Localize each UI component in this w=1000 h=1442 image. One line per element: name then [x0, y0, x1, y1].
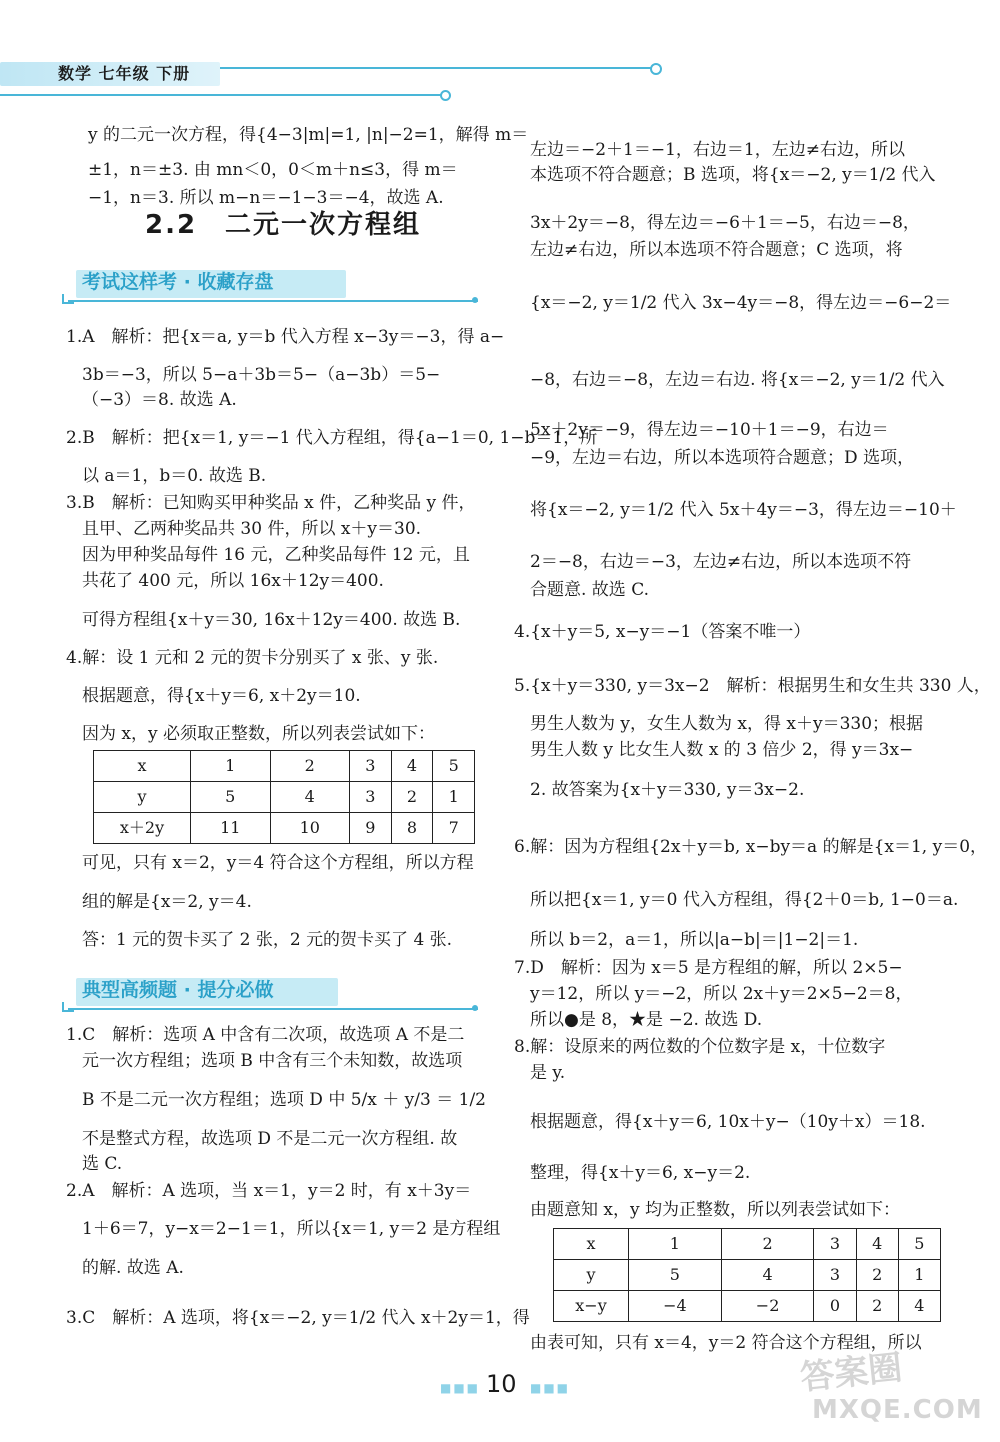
watermark-logo: 答案圈 [798, 1347, 905, 1399]
table-cell: 1 [898, 1260, 940, 1291]
table-cell: 0 [814, 1291, 856, 1322]
answer-line: 2＝−8，右边＝−3，左边≠右边，所以本选项不符 [530, 552, 912, 572]
table-row [554, 1229, 941, 1260]
table-row [554, 1260, 941, 1291]
trial-table-1 [93, 750, 475, 844]
page-number-ornament-left: ■■■ [440, 1381, 481, 1395]
answer-line: 3b＝−3，所以 5−a＋3b＝5−（a−3b）＝5− [82, 365, 441, 385]
answer-line: 4.解：设 1 元和 2 元的贺卡分别买了 x 张、y 张. [66, 648, 439, 668]
answer-line: 合题意. 故选 C. [530, 580, 650, 600]
answer-line: 本选项不符合题意；B 选项，将{x＝−2, y＝1/2 代入 [530, 165, 936, 185]
table-cell: 4 [721, 1260, 814, 1291]
answer-line: 由题意知 x，y 均为正整数，所以列表尝试如下： [530, 1200, 900, 1220]
table-cell: 5 [898, 1229, 940, 1260]
answer-line: 因为甲种奖品每件 16 元，乙种奖品每件 12 元，且 [82, 545, 470, 565]
table-cell: 7 [433, 813, 475, 844]
answer-line: 男生人数 y 比女生人数 x 的 3 倍少 2，得 y＝3x− [530, 740, 914, 760]
answer-line: 的解. 故选 A. [82, 1258, 184, 1278]
answer-line: 选 C. [82, 1154, 123, 1174]
table-cell: 5 [433, 751, 475, 782]
answer-line: 所以 b＝2，a＝1，所以|a−b|＝|1−2|＝1. [530, 930, 859, 950]
table-cell: 2 [270, 751, 350, 782]
table-cell: 9 [350, 813, 392, 844]
table-row [554, 1291, 941, 1322]
banner-text: 考试这样考 · 收藏存盘 [82, 271, 274, 293]
answer-line: 答：1 元的贺卡买了 2 张，2 元的贺卡买了 4 张. [82, 930, 453, 950]
table-cell: y [554, 1260, 629, 1291]
table-cell: 3 [814, 1229, 856, 1260]
table-cell: x＋2y [94, 813, 191, 844]
table-cell: 2 [391, 782, 433, 813]
banner-kaoshi [60, 270, 480, 298]
answer-line: 整理，得{x＋y＝6, x−y＝2. [530, 1163, 751, 1183]
table-cell: x [554, 1229, 629, 1260]
answer-line: 2. 故答案为{x＋y＝330, y＝3x−2. [530, 780, 805, 800]
answer-line: 7.D 解析：因为 x＝5 是方程组的解，所以 2×5− [514, 958, 903, 978]
section-title: 2.2 二元一次方程组 [145, 210, 422, 240]
answer-line: 左边＝−2＋1＝−1，右边＝1，左边≠右边，所以 [530, 140, 905, 160]
intro-line: −1，n＝3. 所以 m−n＝−1−3＝−4，故选 A. [88, 188, 444, 208]
table-cell: 5 [191, 782, 271, 813]
table-cell: 4 [270, 782, 350, 813]
answer-line: 可见，只有 x＝2，y＝4 符合这个方程组，所以方程 [82, 853, 474, 873]
table-cell: x−y [554, 1291, 629, 1322]
page-number: 10 [486, 1370, 517, 1398]
header-title: 数学 七年级 下册 [58, 64, 191, 83]
answer-line: B 不是二元一次方程组；选项 D 中 5/x ＋ y/3 ＝ 1/2 [82, 1090, 486, 1110]
answer-line: 3x＋2y＝−8，得左边＝−6＋1＝−5，右边＝−8， [530, 213, 920, 233]
answer-line: （−3）＝8. 故选 A. [82, 390, 237, 410]
answer-line: 不是整式方程，故选项 D 不是二元一次方程组. 故 [82, 1129, 458, 1149]
table-cell: 8 [391, 813, 433, 844]
table-cell: 4 [391, 751, 433, 782]
answer-line: 6.解：因为方程组{2x＋y＝b, x−by＝a 的解是{x＝1, y＝0， [514, 837, 988, 857]
answer-line: 可得方程组{x＋y＝30, 16x＋12y＝400. 故选 B. [82, 610, 461, 630]
table-cell: 1 [191, 751, 271, 782]
answer-line: 所以把{x＝1, y＝0 代入方程组，得{2＋0＝b, 1−0＝a. [530, 890, 959, 910]
table-cell: 2 [721, 1229, 814, 1260]
trial-table-2 [553, 1228, 941, 1322]
intro-line: ±1，n＝±3. 由 mn＜0，0＜m＋n≤3，得 m＝ [88, 160, 458, 180]
answer-line: 3.C 解析：A 选项，将{x＝−2, y＝1/2 代入 x＋2y＝1，得 [66, 1308, 530, 1328]
banner-text: 典型高频题 · 提分必做 [82, 979, 274, 1001]
intro-line: y 的二元一次方程，得{4−3|m|=1, |n|−2=1，解得 m＝ [88, 125, 529, 145]
answer-line: 2.B 解析：把{x＝1, y＝−1 代入方程组，得{a−1＝0, 1−b＝1，所 [66, 428, 598, 448]
answer-line: 将{x＝−2, y＝1/2 代入 5x＋4y＝−3，得左边＝−10＋ [530, 500, 957, 520]
answer-line: −9，左边＝右边，所以本选项符合题意；D 选项， [530, 448, 915, 468]
table-cell: 1 [433, 782, 475, 813]
answer-line: 根据题意，得{x＋y＝6, x＋2y＝10. [82, 686, 361, 706]
answer-line: 男生人数为 y，女生人数为 x，得 x＋y＝330；根据 [530, 714, 924, 734]
table-cell: 10 [270, 813, 350, 844]
table-cell: y [94, 782, 191, 813]
answer-line: 2.A 解析：A 选项，当 x＝1，y＝2 时，有 x＋3y＝ [66, 1181, 472, 1201]
table-row [94, 782, 475, 813]
answer-line: 是 y. [530, 1063, 566, 1083]
table-cell: −4 [629, 1291, 722, 1322]
answer-line: y＝12，所以 y＝−2，所以 2x＋y＝2×5−2＝8， [530, 984, 913, 1004]
answer-line: 1.A 解析：把{x＝a, y＝b 代入方程 x−3y＝−3，得 a− [66, 327, 505, 347]
watermark-url: MXQE.COM [812, 1395, 983, 1425]
answer-line: 1＋6＝7，y−x＝2−1＝1，所以{x＝1, y＝2 是方程组 [82, 1219, 501, 1239]
table-cell: 3 [814, 1260, 856, 1291]
table-cell: 4 [898, 1291, 940, 1322]
right-column [500, 0, 1000, 1442]
table-cell: 2 [856, 1260, 898, 1291]
table-cell: 4 [856, 1229, 898, 1260]
table-cell: x [94, 751, 191, 782]
answer-line: 3.B 解析：已知购买甲种奖品 x 件，乙种奖品 y 件， [66, 493, 476, 513]
answer-line: −8，右边＝−8，左边＝右边. 将{x＝−2, y＝1/2 代入 [530, 370, 945, 390]
answer-line: 左边≠右边，所以本选项不符合题意；C 选项，将 [530, 240, 903, 260]
answer-line: 以 a＝1，b＝0. 故选 B. [82, 466, 267, 486]
answer-line: 元一次方程组；选项 B 中含有三个未知数，故选项 [82, 1051, 463, 1071]
answer-line: 根据题意，得{x＋y＝6, 10x＋y−（10y＋x）＝18. [530, 1112, 926, 1132]
table-cell: 1 [629, 1229, 722, 1260]
answer-line: 4.{x＋y＝5, x−y＝−1（答案不唯一） [514, 622, 811, 642]
table-row [94, 813, 475, 844]
table-cell: −2 [721, 1291, 814, 1322]
answer-line: 由表可知，只有 x＝4，y＝2 符合这个方程组，所以 [530, 1333, 922, 1353]
answer-line: 所以●是 8，★是 −2. 故选 D. [530, 1010, 763, 1030]
answer-line: 8.解：设原来的两位数的个位数字是 x，十位数字 [514, 1037, 886, 1057]
page-number-ornament-right: ■■■ [530, 1381, 571, 1395]
table-cell: 3 [350, 782, 392, 813]
answer-line: 1.C 解析：选项 A 中含有二次项，故选项 A 不是二 [66, 1025, 465, 1045]
table-cell: 5 [629, 1260, 722, 1291]
answer-line: {x＝−2, y＝1/2 代入 3x−4y＝−8，得左边＝−6−2＝ [530, 293, 952, 313]
answer-line: 组的解是{x＝2, y＝4. [82, 892, 252, 912]
answer-line: 5x＋2y＝−9，得左边＝−10＋1＝−9，右边＝ [530, 420, 889, 440]
answer-line: 5.{x＋y＝330, y＝3x−2 解析：根据男生和女生共 330 人， [514, 676, 991, 696]
answer-line: 且甲、乙两种奖品共 30 件，所以 x＋y＝30. [82, 519, 422, 539]
table-row [94, 751, 475, 782]
table-cell: 11 [191, 813, 271, 844]
banner-dianxing [60, 978, 480, 1006]
answer-line: 共花了 400 元，所以 16x＋12y＝400. [82, 571, 384, 591]
table-cell: 3 [350, 751, 392, 782]
answer-line: 因为 x，y 必须取正整数，所以列表尝试如下： [82, 724, 435, 744]
table-cell: 2 [856, 1291, 898, 1322]
